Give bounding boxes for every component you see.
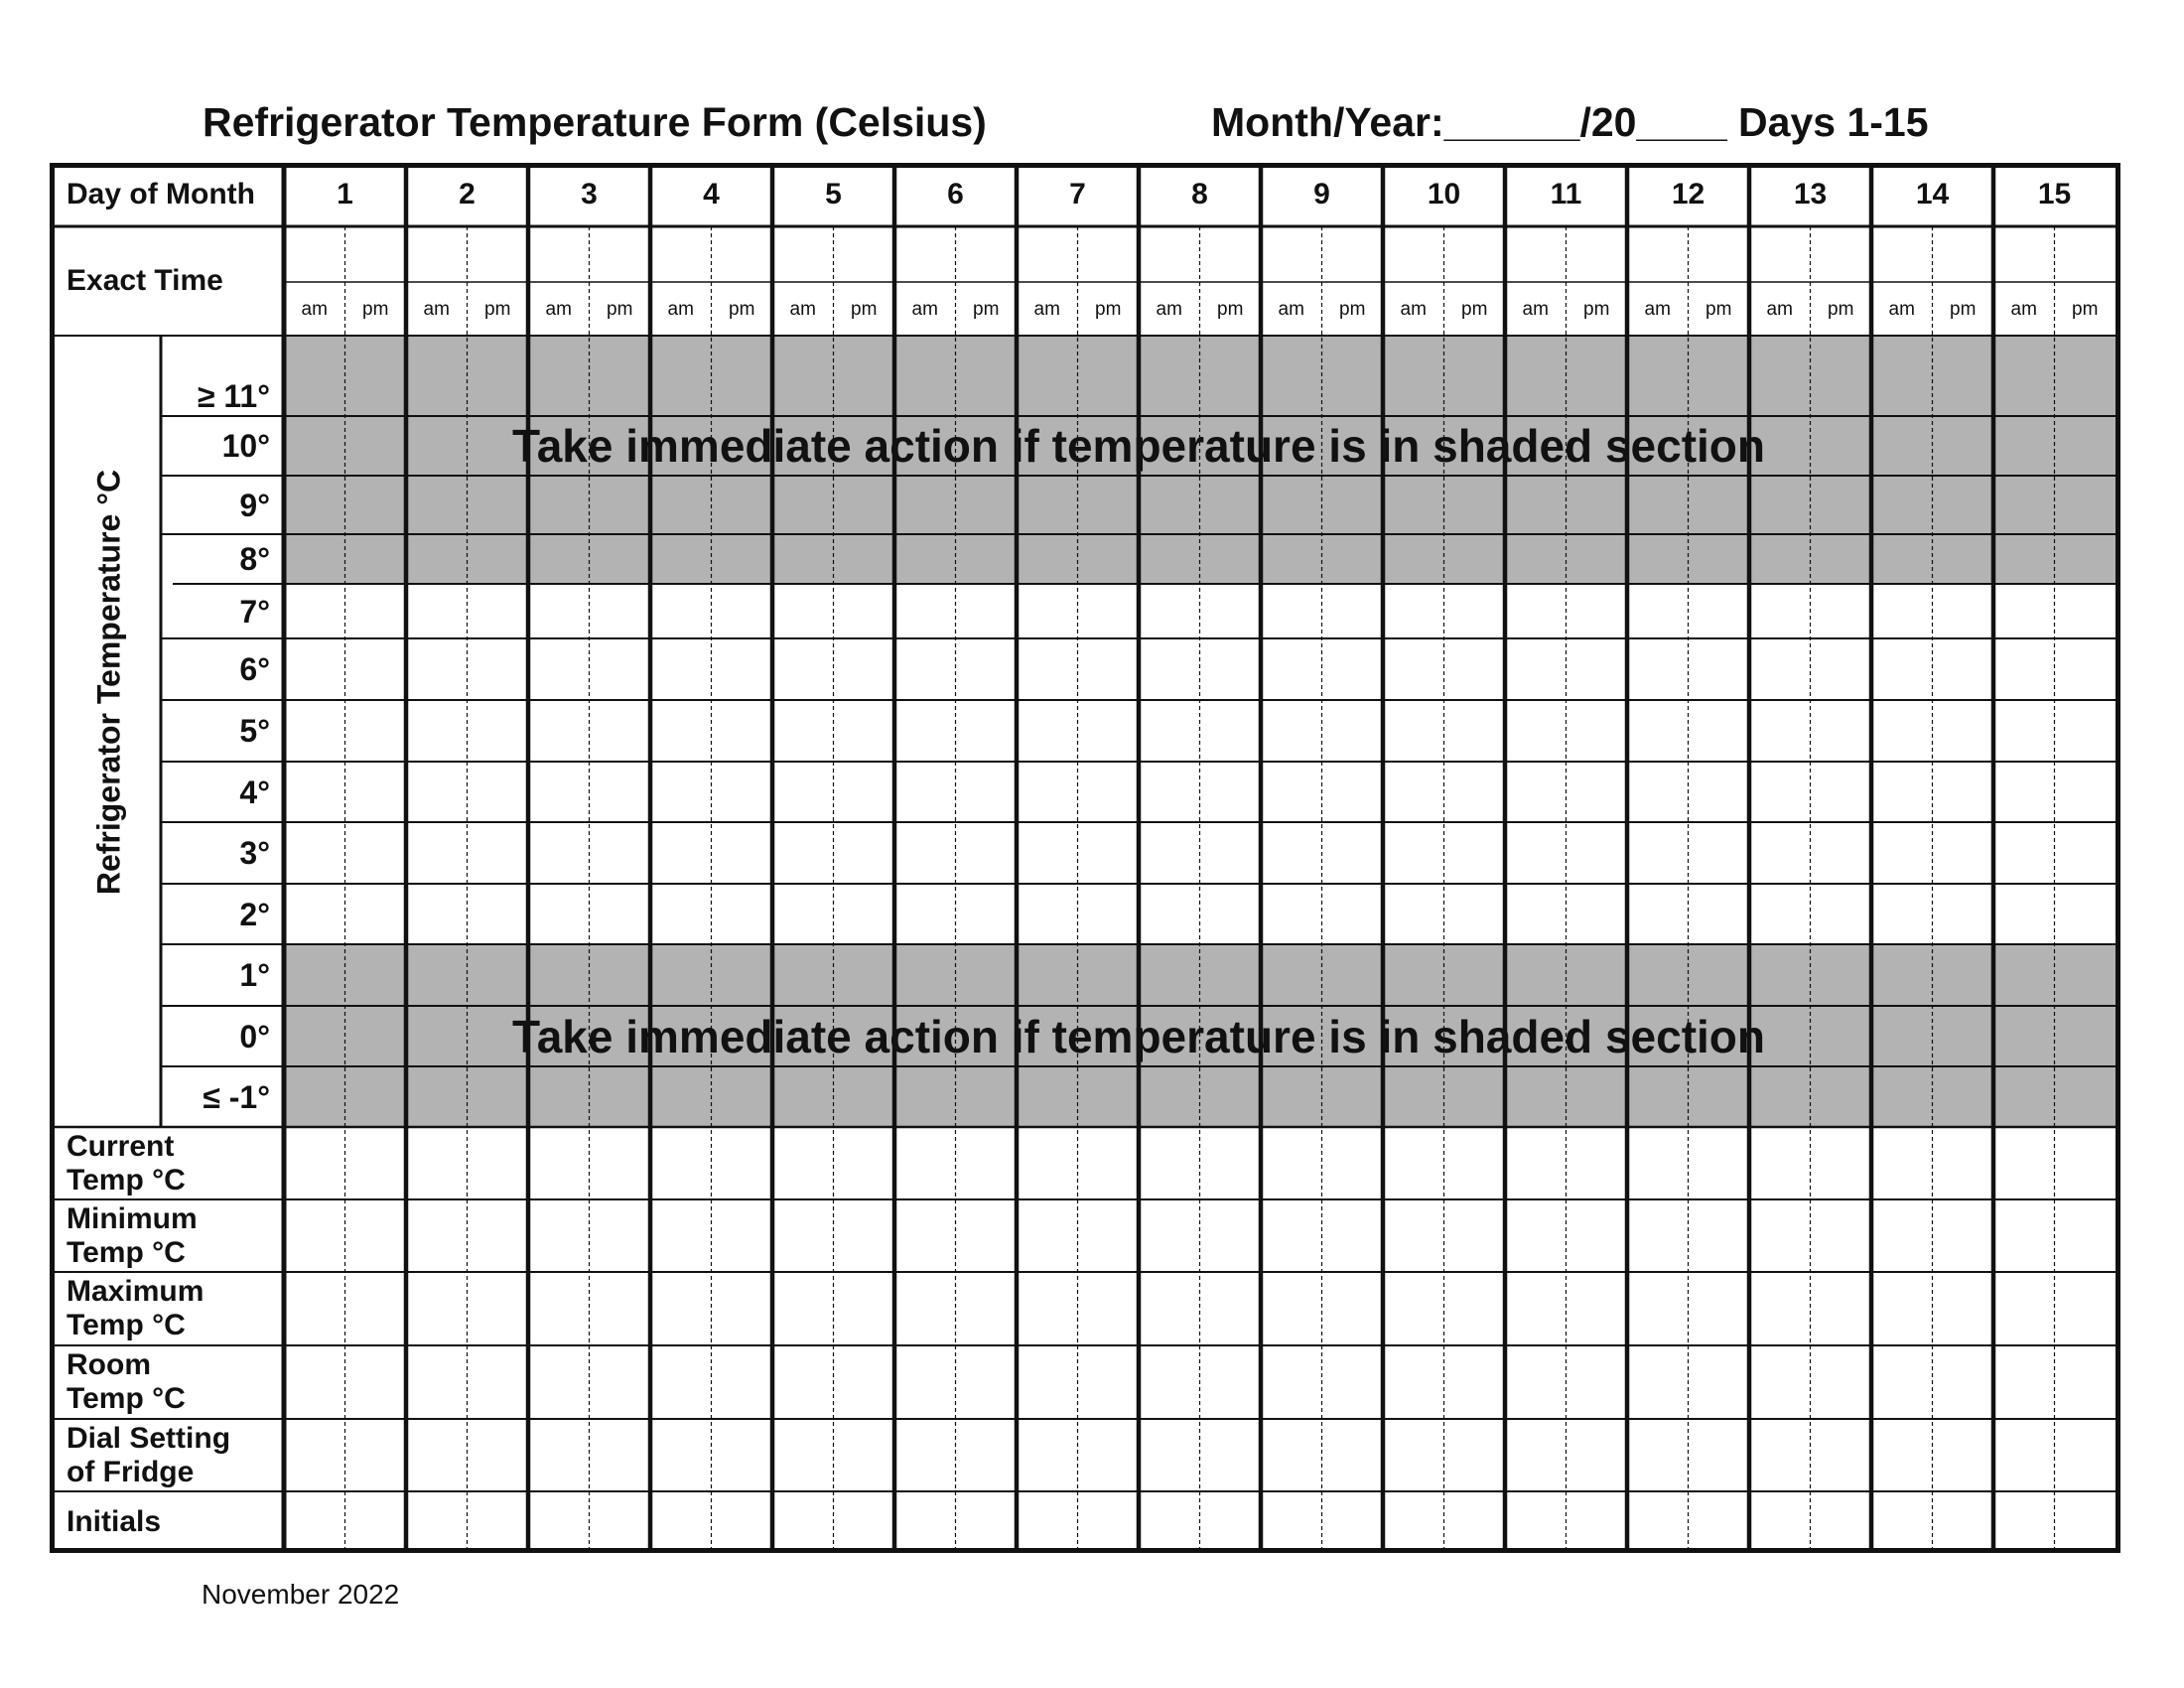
pm-label: pm — [607, 298, 633, 320]
temp-label: 6° — [239, 651, 270, 687]
am-label: am — [1156, 298, 1182, 320]
am-label: am — [1522, 298, 1549, 320]
day-number: 12 — [1671, 178, 1706, 211]
warning-banner-low: Take immediate action if temperature is in shaded section — [512, 1010, 1765, 1062]
temp-label: ≥ 11° — [197, 378, 270, 414]
day-of-month-label: Day of Month — [67, 178, 255, 211]
bottom-row-label-maximum-temp-c: Maximum Temp °C — [67, 1275, 205, 1341]
exact-time-label: Exact Time — [67, 264, 223, 298]
pm-label: pm — [1583, 298, 1610, 320]
day-number: 14 — [1915, 178, 1950, 211]
temp-label: 0° — [239, 1018, 270, 1055]
bottom-row-label-room-temp-c: Room Temp °C — [67, 1348, 186, 1415]
pm-label: pm — [729, 298, 755, 320]
shaded-row — [284, 944, 2120, 1006]
temperature-log-grid — [50, 163, 2120, 1553]
pm-label: pm — [484, 298, 511, 320]
pm-label: pm — [1339, 298, 1366, 320]
day-number: 7 — [1069, 178, 1086, 211]
temp-label: 3° — [239, 835, 270, 871]
pm-label: pm — [1950, 298, 1977, 320]
month-year-field[interactable]: Month/Year:______/20____ Days 1-15 — [1211, 99, 1929, 145]
pm-label: pm — [1828, 298, 1854, 320]
temp-label: 1° — [239, 957, 270, 993]
day-number: 6 — [947, 178, 964, 211]
pm-label: pm — [1217, 298, 1244, 320]
bottom-row-label-minimum-temp-c: Minimum Temp °C — [67, 1201, 198, 1269]
day-number: 13 — [1793, 178, 1828, 211]
shaded-row — [284, 476, 2120, 534]
warning-banner-high: Take immediate action if temperature is in shaded section — [512, 420, 1765, 472]
temp-label: 5° — [239, 713, 270, 749]
temp-label: 10° — [221, 428, 270, 464]
day-number: 11 — [1550, 178, 1582, 211]
am-label: am — [789, 298, 816, 320]
am-label: am — [667, 298, 694, 320]
am-label: am — [911, 298, 938, 320]
am-label: am — [1400, 298, 1427, 320]
am-label: am — [301, 298, 328, 320]
day-number: 2 — [459, 178, 476, 211]
am-label: am — [545, 298, 572, 320]
grid-lines — [50, 163, 2120, 1553]
day-number: 15 — [2037, 178, 2072, 211]
bottom-row-label-current-temp-c: Current Temp °C — [67, 1129, 186, 1196]
day-number: 8 — [1191, 178, 1208, 211]
am-label: am — [2010, 298, 2037, 320]
day-number: 4 — [703, 178, 720, 211]
refrigerator-temperature-axis-label: Refrigerator Temperature °C — [90, 469, 126, 895]
day-number: 10 — [1427, 178, 1461, 211]
day-number: 5 — [825, 178, 842, 211]
shaded-row — [284, 534, 2120, 584]
temp-label: ≤ -1° — [203, 1078, 270, 1115]
pm-label: pm — [973, 298, 1000, 320]
bottom-row-label-dial-setting-of-fridge: Dial Setting of Fridge — [67, 1421, 231, 1488]
am-label: am — [1766, 298, 1793, 320]
am-label: am — [423, 298, 450, 320]
temp-label: 9° — [239, 487, 270, 523]
am-label: am — [1888, 298, 1915, 320]
pm-label: pm — [851, 298, 878, 320]
pm-label: pm — [362, 298, 389, 320]
shaded-row — [284, 1066, 2120, 1127]
footer-date: November 2022 — [202, 1579, 400, 1610]
temp-label: 7° — [239, 593, 270, 630]
pm-label: pm — [1706, 298, 1732, 320]
day-number: 3 — [581, 178, 598, 211]
pm-label: pm — [1095, 298, 1122, 320]
day-number: 1 — [337, 178, 353, 211]
bottom-row-label-initials: Initials — [67, 1505, 162, 1539]
temp-label: 2° — [239, 896, 270, 932]
pm-label: pm — [2072, 298, 2099, 320]
am-label: am — [1033, 298, 1060, 320]
temp-label: 4° — [239, 774, 270, 810]
am-label: am — [1278, 298, 1304, 320]
shaded-row — [284, 336, 2120, 416]
temp-label: 8° — [239, 541, 270, 577]
day-number: 9 — [1313, 178, 1330, 211]
form-title: Refrigerator Temperature Form (Celsius) — [203, 99, 987, 145]
am-label: am — [1644, 298, 1671, 320]
pm-label: pm — [1461, 298, 1488, 320]
